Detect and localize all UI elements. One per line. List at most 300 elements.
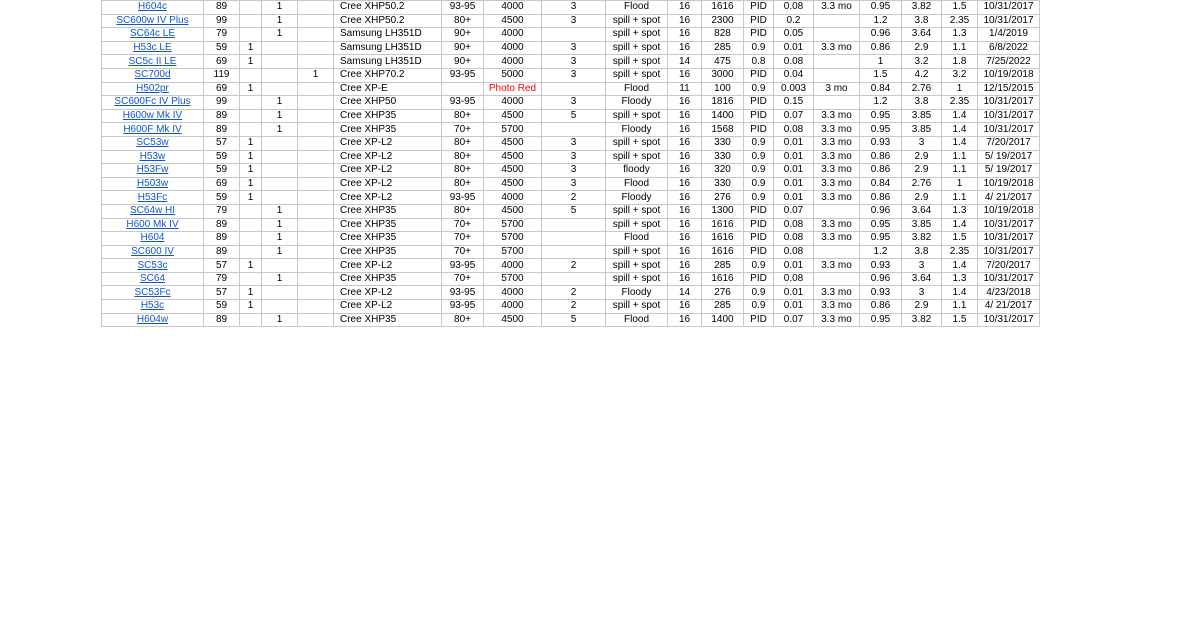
cell-lumens: 100 (702, 82, 744, 96)
cell-col-e (298, 259, 334, 273)
cell-lumens: 330 (702, 150, 744, 164)
cell-model[interactable]: H600 Mk IV (102, 218, 204, 232)
cell-col-c: 1 (240, 41, 262, 55)
cell-runtime: 3.3 mo (814, 286, 860, 300)
cell-model[interactable]: SC53w (102, 136, 204, 150)
cell-col-e (298, 96, 334, 110)
cell-beam: spill + spot (606, 109, 668, 123)
cell-modes (542, 245, 606, 259)
cell-modes: 5 (542, 109, 606, 123)
cell-col-r: 1.1 (942, 191, 978, 205)
cell-col-r: 1.8 (942, 55, 978, 69)
cell-modes: 3 (542, 136, 606, 150)
cell-model[interactable]: SC64c LE (102, 28, 204, 42)
cell-col-q: 3 (902, 286, 942, 300)
cell-col-q: 2.9 (902, 191, 942, 205)
cell-col-e (298, 82, 334, 96)
cell-date: 12/15/2015 (978, 82, 1040, 96)
cell-runtime (814, 204, 860, 218)
cell-price: 59 (204, 191, 240, 205)
cell-modes: 5 (542, 204, 606, 218)
table-row (102, 164, 1040, 178)
cell-runtime: 3.3 mo (814, 123, 860, 137)
cell-beam: spill + spot (606, 259, 668, 273)
cell-modes: 5 (542, 313, 606, 327)
cell-modes: 3 (542, 164, 606, 178)
cell-lumens: 1400 (702, 313, 744, 327)
cell-cri: 90+ (442, 28, 484, 42)
cell-beam: Floody (606, 286, 668, 300)
table-row (102, 286, 1040, 300)
cell-price: 57 (204, 259, 240, 273)
cell-col-p: 0.84 (860, 177, 902, 191)
cell-size: 16 (668, 300, 702, 314)
cell-cri: 90+ (442, 41, 484, 55)
cell-lumens: 276 (702, 191, 744, 205)
cell-price: 89 (204, 123, 240, 137)
cell-led: Cree XHP35 (334, 245, 442, 259)
cell-col-c (240, 272, 262, 286)
cell-date: 10/31/2017 (978, 245, 1040, 259)
cell-low: 0.05 (774, 28, 814, 42)
cell-led: Cree XHP35 (334, 109, 442, 123)
cell-col-r: 1.4 (942, 286, 978, 300)
cell-date: 6/8/2022 (978, 41, 1040, 55)
cell-col-p: 0.86 (860, 41, 902, 55)
cell-beam: spill + spot (606, 68, 668, 82)
cell-col-d: 1 (262, 232, 298, 246)
cell-regulation: PID (744, 28, 774, 42)
cell-lumens: 2300 (702, 14, 744, 28)
cell-cct: 4000 (484, 259, 542, 273)
cell-low: 0.01 (774, 164, 814, 178)
cell-size: 16 (668, 259, 702, 273)
cell-low: 0.08 (774, 218, 814, 232)
cell-col-q: 3.85 (902, 218, 942, 232)
table-row (102, 204, 1040, 218)
cell-cct: 5000 (484, 68, 542, 82)
cell-col-d (262, 136, 298, 150)
cell-date: 10/19/2018 (978, 68, 1040, 82)
cell-beam: spill + spot (606, 55, 668, 69)
cell-modes: 3 (542, 96, 606, 110)
cell-col-d (262, 82, 298, 96)
table-row (102, 259, 1040, 273)
cell-cri: 80+ (442, 109, 484, 123)
cell-size: 16 (668, 232, 702, 246)
cell-model[interactable]: H600F Mk IV (102, 123, 204, 137)
cell-price: 79 (204, 28, 240, 42)
cell-runtime (814, 28, 860, 42)
cell-size: 14 (668, 286, 702, 300)
cell-col-p: 1.5 (860, 68, 902, 82)
cell-col-p: 0.84 (860, 82, 902, 96)
cell-regulation: 0.9 (744, 150, 774, 164)
cell-low: 0.08 (774, 1, 814, 15)
cell-cri: 80+ (442, 204, 484, 218)
cell-low: 0.07 (774, 313, 814, 327)
cell-regulation: PID (744, 96, 774, 110)
cell-size: 16 (668, 1, 702, 15)
cell-model[interactable]: SC53Fc (102, 286, 204, 300)
cell-size: 14 (668, 55, 702, 69)
cell-col-c: 1 (240, 82, 262, 96)
cell-low: 0.08 (774, 245, 814, 259)
cell-regulation: PID (744, 14, 774, 28)
cell-low: 0.2 (774, 14, 814, 28)
cell-led: Cree XHP35 (334, 204, 442, 218)
cell-runtime (814, 245, 860, 259)
cell-regulation: PID (744, 218, 774, 232)
cell-size: 11 (668, 82, 702, 96)
cell-col-q: 2.76 (902, 82, 942, 96)
cell-regulation: 0.9 (744, 191, 774, 205)
cell-price: 89 (204, 1, 240, 15)
cell-cct: 4500 (484, 204, 542, 218)
cell-cri: 93-95 (442, 1, 484, 15)
cell-regulation: PID (744, 1, 774, 15)
cell-low: 0.04 (774, 68, 814, 82)
cell-lumens: 1616 (702, 232, 744, 246)
cell-led: Cree XHP35 (334, 272, 442, 286)
cell-col-d (262, 286, 298, 300)
cell-col-c: 1 (240, 136, 262, 150)
cell-col-r: 1.5 (942, 1, 978, 15)
cell-led: Cree XHP70.2 (334, 68, 442, 82)
cell-runtime (814, 68, 860, 82)
cell-model[interactable]: H604w (102, 313, 204, 327)
cell-model[interactable]: H53Fc (102, 191, 204, 205)
cell-col-e (298, 150, 334, 164)
cell-low: 0.01 (774, 259, 814, 273)
cell-beam: spill + spot (606, 136, 668, 150)
cell-date: 10/31/2017 (978, 313, 1040, 327)
cell-model[interactable]: H604c (102, 1, 204, 15)
cell-model[interactable]: H503w (102, 177, 204, 191)
cell-led: Cree XHP50.2 (334, 14, 442, 28)
cell-date: 10/19/2018 (978, 204, 1040, 218)
cell-price: 89 (204, 109, 240, 123)
cell-date: 10/19/2018 (978, 177, 1040, 191)
cell-led: Samsung LH351D (334, 41, 442, 55)
cell-col-q: 3.64 (902, 28, 942, 42)
cell-beam: spill + spot (606, 28, 668, 42)
cell-cri: 80+ (442, 150, 484, 164)
cell-cct: 5700 (484, 272, 542, 286)
cell-lumens: 1616 (702, 272, 744, 286)
cell-col-e (298, 300, 334, 314)
cell-modes: 3 (542, 68, 606, 82)
cell-col-e (298, 55, 334, 69)
table-row (102, 1, 1040, 15)
cell-regulation: 0.9 (744, 82, 774, 96)
cell-model[interactable]: H53w (102, 150, 204, 164)
cell-model[interactable]: H53c (102, 300, 204, 314)
cell-lumens: 828 (702, 28, 744, 42)
cell-led: Cree XP-L2 (334, 259, 442, 273)
cell-runtime: 3.3 mo (814, 191, 860, 205)
cell-modes (542, 218, 606, 232)
cell-regulation: PID (744, 68, 774, 82)
cell-modes (542, 82, 606, 96)
cell-runtime: 3.3 mo (814, 150, 860, 164)
cell-led: Cree XP-L2 (334, 300, 442, 314)
cell-lumens: 276 (702, 286, 744, 300)
cell-col-p: 1.2 (860, 96, 902, 110)
cell-led: Cree XP-L2 (334, 150, 442, 164)
cell-modes (542, 232, 606, 246)
cell-model[interactable]: SC600Fc IV Plus (102, 96, 204, 110)
cell-col-q: 3.85 (902, 109, 942, 123)
cell-price: 59 (204, 41, 240, 55)
cell-col-e: 1 (298, 68, 334, 82)
cell-model[interactable]: H53c LE (102, 41, 204, 55)
cell-col-q: 4.2 (902, 68, 942, 82)
cell-col-d: 1 (262, 218, 298, 232)
cell-col-q: 3.8 (902, 14, 942, 28)
cell-size: 16 (668, 109, 702, 123)
cell-col-p: 0.93 (860, 286, 902, 300)
cell-model[interactable]: SC64 (102, 272, 204, 286)
cell-col-e (298, 286, 334, 300)
cell-led: Samsung LH351D (334, 55, 442, 69)
cell-price: 59 (204, 164, 240, 178)
cell-runtime: 3.3 mo (814, 218, 860, 232)
cell-col-d (262, 300, 298, 314)
cell-price: 69 (204, 55, 240, 69)
cell-col-r: 2.35 (942, 96, 978, 110)
cell-runtime (814, 272, 860, 286)
cell-col-r: 1.4 (942, 109, 978, 123)
cell-modes: 3 (542, 1, 606, 15)
cell-col-p: 0.95 (860, 123, 902, 137)
cell-regulation: PID (744, 272, 774, 286)
cell-beam: spill + spot (606, 272, 668, 286)
cell-model[interactable]: H600w Mk IV (102, 109, 204, 123)
cell-runtime (814, 96, 860, 110)
cell-runtime: 3.3 mo (814, 232, 860, 246)
cell-col-c (240, 96, 262, 110)
cell-col-q: 3.64 (902, 272, 942, 286)
cell-price: 79 (204, 272, 240, 286)
cell-cct: 4000 (484, 55, 542, 69)
cell-col-e (298, 14, 334, 28)
cell-model[interactable]: H502pr (102, 82, 204, 96)
cell-size: 16 (668, 14, 702, 28)
cell-regulation: PID (744, 109, 774, 123)
cell-col-p: 0.96 (860, 204, 902, 218)
cell-col-c (240, 68, 262, 82)
cell-price: 89 (204, 245, 240, 259)
cell-price: 57 (204, 136, 240, 150)
cell-price: 59 (204, 150, 240, 164)
cell-runtime: 3.3 mo (814, 300, 860, 314)
cell-regulation: PID (744, 313, 774, 327)
cell-col-q: 2.9 (902, 300, 942, 314)
cell-cri: 70+ (442, 123, 484, 137)
cell-regulation: PID (744, 123, 774, 137)
cell-col-c (240, 218, 262, 232)
cell-cct: 5700 (484, 245, 542, 259)
cell-model[interactable]: SC5c II LE (102, 55, 204, 69)
table-row (102, 232, 1040, 246)
cell-col-d (262, 164, 298, 178)
cell-col-d: 1 (262, 313, 298, 327)
cell-col-q: 3.2 (902, 55, 942, 69)
cell-price: 89 (204, 313, 240, 327)
cell-col-e (298, 177, 334, 191)
cell-col-p: 0.93 (860, 259, 902, 273)
cell-cct: Photo Red (484, 82, 542, 96)
cell-col-p: 0.86 (860, 150, 902, 164)
cell-runtime: 3.3 mo (814, 259, 860, 273)
cell-runtime: 3.3 mo (814, 1, 860, 15)
cell-low: 0.08 (774, 272, 814, 286)
cell-col-c (240, 245, 262, 259)
cell-cct: 4500 (484, 136, 542, 150)
cell-col-r: 1.4 (942, 259, 978, 273)
cell-cri: 80+ (442, 177, 484, 191)
cell-model[interactable]: H53Fw (102, 164, 204, 178)
cell-col-p: 0.86 (860, 164, 902, 178)
cell-modes: 2 (542, 191, 606, 205)
cell-runtime: 3 mo (814, 82, 860, 96)
cell-col-d: 1 (262, 109, 298, 123)
cell-date: 4/ 21/2017 (978, 191, 1040, 205)
cell-col-p: 1.2 (860, 245, 902, 259)
cell-col-e (298, 191, 334, 205)
cell-col-q: 3.8 (902, 245, 942, 259)
cell-col-p: 0.95 (860, 218, 902, 232)
cell-col-d: 1 (262, 123, 298, 137)
cell-lumens: 1616 (702, 245, 744, 259)
cell-led: Cree XHP35 (334, 232, 442, 246)
cell-cri: 80+ (442, 313, 484, 327)
table-row (102, 14, 1040, 28)
cell-price: 89 (204, 218, 240, 232)
cell-model[interactable]: SC53c (102, 259, 204, 273)
cell-model[interactable]: SC64w HI (102, 204, 204, 218)
cell-lumens: 1300 (702, 204, 744, 218)
cell-low: 0.01 (774, 300, 814, 314)
cell-col-q: 3.64 (902, 204, 942, 218)
cell-cct: 4500 (484, 164, 542, 178)
cell-col-q: 3.82 (902, 1, 942, 15)
cell-lumens: 330 (702, 177, 744, 191)
cell-col-r: 1 (942, 82, 978, 96)
cell-cri: 90+ (442, 55, 484, 69)
cell-lumens: 3000 (702, 68, 744, 82)
cell-col-d: 1 (262, 96, 298, 110)
cell-cri: 93-95 (442, 191, 484, 205)
cell-modes: 2 (542, 300, 606, 314)
cell-price: 99 (204, 14, 240, 28)
cell-low: 0.08 (774, 123, 814, 137)
cell-col-r: 1.1 (942, 41, 978, 55)
cell-size: 16 (668, 313, 702, 327)
cell-cct: 4500 (484, 109, 542, 123)
cell-size: 16 (668, 123, 702, 137)
cell-cct: 4500 (484, 177, 542, 191)
cell-col-r: 1.4 (942, 123, 978, 137)
cell-regulation: 0.9 (744, 259, 774, 273)
cell-col-c (240, 14, 262, 28)
cell-col-p: 0.96 (860, 28, 902, 42)
cell-price: 57 (204, 286, 240, 300)
cell-col-q: 2.9 (902, 164, 942, 178)
cell-beam: Flood (606, 313, 668, 327)
cell-cct: 4000 (484, 191, 542, 205)
cell-led: Cree XP-L2 (334, 136, 442, 150)
cell-model[interactable]: H604 (102, 232, 204, 246)
cell-led: Cree XHP50 (334, 96, 442, 110)
cell-modes: 3 (542, 150, 606, 164)
cell-date: 1/4/2019 (978, 28, 1040, 42)
cell-lumens: 1400 (702, 109, 744, 123)
cell-col-c (240, 204, 262, 218)
cell-cri: 70+ (442, 232, 484, 246)
cell-led: Cree XP-L2 (334, 191, 442, 205)
cell-col-c: 1 (240, 164, 262, 178)
cell-modes (542, 272, 606, 286)
table-row (102, 96, 1040, 110)
cell-lumens: 285 (702, 300, 744, 314)
table-row (102, 41, 1040, 55)
cell-modes: 2 (542, 259, 606, 273)
cell-regulation: 0.9 (744, 41, 774, 55)
cell-beam: Floody (606, 191, 668, 205)
cell-col-d: 1 (262, 272, 298, 286)
table-row (102, 150, 1040, 164)
cell-col-c (240, 313, 262, 327)
cell-lumens: 330 (702, 136, 744, 150)
cell-col-d (262, 55, 298, 69)
cell-lumens: 1616 (702, 1, 744, 15)
cell-cri: 70+ (442, 218, 484, 232)
table-row (102, 218, 1040, 232)
cell-runtime: 3.3 mo (814, 313, 860, 327)
cell-col-c: 1 (240, 300, 262, 314)
cell-col-q: 3 (902, 259, 942, 273)
cell-low: 0.01 (774, 150, 814, 164)
cell-col-p: 0.95 (860, 1, 902, 15)
cell-beam: Floody (606, 96, 668, 110)
cell-col-e (298, 109, 334, 123)
cell-led: Cree XHP35 (334, 123, 442, 137)
cell-model[interactable]: SC600 IV (102, 245, 204, 259)
cell-cct: 5700 (484, 123, 542, 137)
cell-date: 10/31/2017 (978, 123, 1040, 137)
cell-cct: 5700 (484, 218, 542, 232)
cell-low: 0.01 (774, 177, 814, 191)
cell-col-q: 3.85 (902, 123, 942, 137)
cell-regulation: 0.8 (744, 55, 774, 69)
cell-model[interactable]: SC700d (102, 68, 204, 82)
cell-model[interactable]: SC600w IV Plus (102, 14, 204, 28)
cell-cct: 4000 (484, 286, 542, 300)
cell-beam: spill + spot (606, 245, 668, 259)
cell-low: 0.15 (774, 96, 814, 110)
cell-col-p: 1 (860, 55, 902, 69)
cell-size: 16 (668, 245, 702, 259)
cell-col-e (298, 272, 334, 286)
cell-col-d: 1 (262, 28, 298, 42)
cell-price: 69 (204, 82, 240, 96)
cell-runtime (814, 14, 860, 28)
cell-col-r: 2.35 (942, 245, 978, 259)
cell-col-r: 1.4 (942, 218, 978, 232)
cell-size: 16 (668, 204, 702, 218)
